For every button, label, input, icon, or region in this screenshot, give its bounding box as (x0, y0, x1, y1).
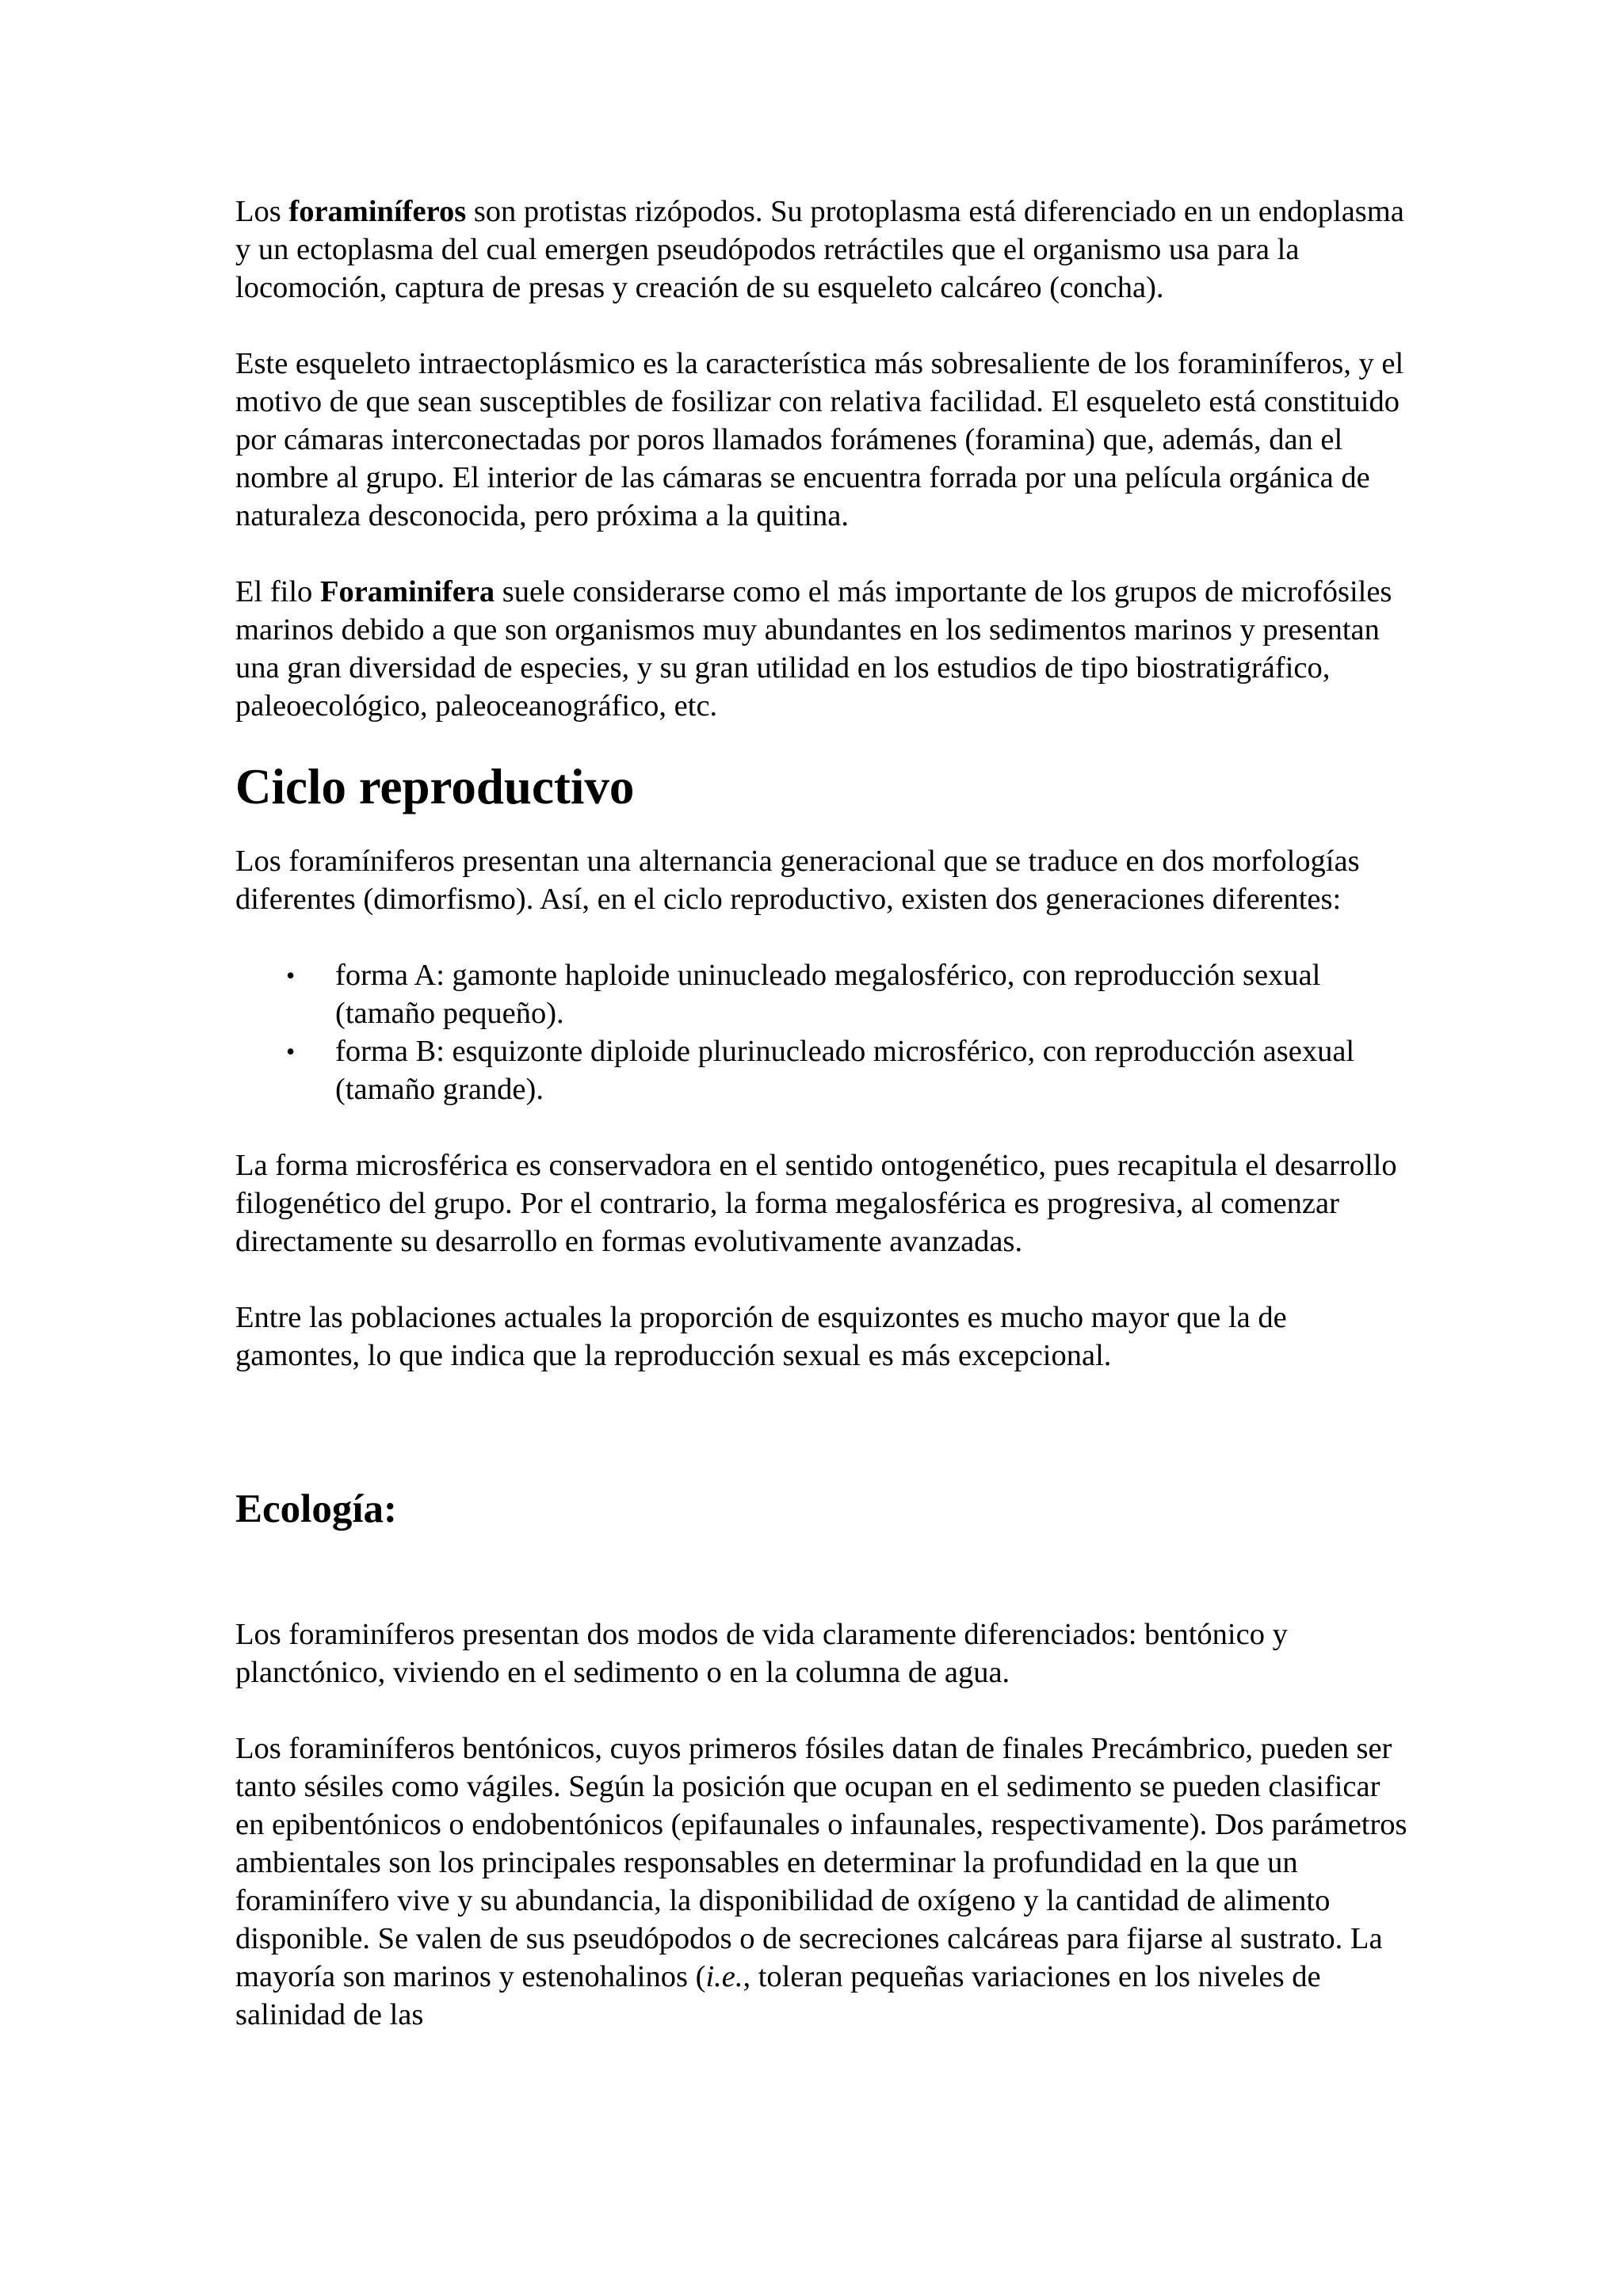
text-run: , toleran pequeñas variaciones en los niveles de salinidad de las (235, 1960, 1321, 2031)
generation-list (235, 956, 1408, 1108)
population-paragraph: Entre las poblaciones actuales la proporción de esquizontes es mucho mayor que la de gamontes, lo que indica que la reproducción sexual es más excepcional. (235, 1301, 1287, 1372)
heading-ecologia: Ecología: (235, 1487, 397, 1531)
skeleton-paragraph: Este esqueleto intraectoplásmico es la característica más sobresaliente de los foraminíferos, y el motivo de que sean susceptibles de fosilizar con relativa facilidad. El esqueleto está constituido por cámaras interconectadas por poros llamados forámenes (foramina) que, además, dan el nombre al grupo. El interior de las cámaras se encuentra forrada por una película orgánica de naturaleza desconocida, pero próxima a la quitina. (235, 347, 1404, 532)
text-run: Los foraminíferos bentónicos, cuyos primeros fósiles datan de finales Precámbrico, pueden ser tanto sésiles como vágiles. Según la posición que ocupan en el sedimento se pueden clasificar en epibentónicos o endobentónicos (epifaunales o infaunales, respectivamente). Dos parámetros ambientales son los principales responsables en determinar la profundidad en la que un foraminífero vive y su abundancia, la disponibilidad de oxígeno y la cantidad de alimento disponible. Se valen de sus pseudópodos o de secreciones calcáreas para fijarse al sustrato. La mayoría son marinos y estenohalinos ( (235, 1732, 1407, 1993)
ciclo-intro-paragraph: Los foramíniferos presentan una alternancia generacional que se traduce en dos morfologías diferentes (dimorfismo). Así, en el ciclo reproductivo, existen dos generaciones diferentes: (235, 845, 1360, 916)
list-item (286, 956, 1408, 1032)
term-foraminiferos: foraminíferos (288, 195, 467, 228)
document-page (235, 193, 1408, 2034)
list-item-text: forma B: esquizonte diploide plurinucleado microsférico, con reproducción asexual (tamaño grande). (335, 1035, 1355, 1106)
phylum-paragraph (235, 573, 1408, 725)
term-foraminifera: Foraminifera (319, 575, 495, 608)
text-run: suele considerarse como el más importante de los grupos de microfósiles marinos debido a que son organismos muy abundantes en los sedimentos marinos y presentan una gran diversidad de especies, y su gran utilidad en los estudios de tipo biostratigráfico, paleoecológico, paleoceanográfico, etc. (235, 575, 1392, 723)
abbreviation-ie: i.e. (705, 1960, 743, 1993)
ecology-modes-paragraph: Los foraminíferos presentan dos modos de vida claramente diferenciados: bentónico y planctónico, viviendo en el sedimento o en la columna de agua. (235, 1618, 1288, 1689)
list-item (286, 1032, 1408, 1108)
text-run: El filo (235, 575, 320, 608)
microspheric-paragraph: La forma microsférica es conservadora en el sentido ontogenético, pues recapitula el desarrollo filogenético del grupo. Por el contrario, la forma megalosférica es progresiva, al comenzar directamente su desarrollo en formas evolutivamente avanzadas. (235, 1149, 1397, 1258)
text-run: son protistas rizópodos. Su protoplasma está diferenciado en un endoplasma y un ectoplasma del cual emergen pseudópodos retráctiles que el organismo usa para la locomoción, captura de presas y creación de su esqueleto calcáreo (concha). (235, 195, 1404, 304)
bullet-icon: • (286, 961, 296, 990)
heading-ciclo-reproductivo: Ciclo reproductivo (235, 759, 635, 814)
text-run: Los (235, 195, 289, 228)
bullet-icon: • (286, 1037, 296, 1066)
list-item-text: forma A: gamonte haploide uninucleado megalosférico, con reproducción sexual (tamaño pequeño). (335, 959, 1321, 1030)
benthic-paragraph (235, 1730, 1408, 2034)
intro-paragraph (235, 193, 1408, 307)
